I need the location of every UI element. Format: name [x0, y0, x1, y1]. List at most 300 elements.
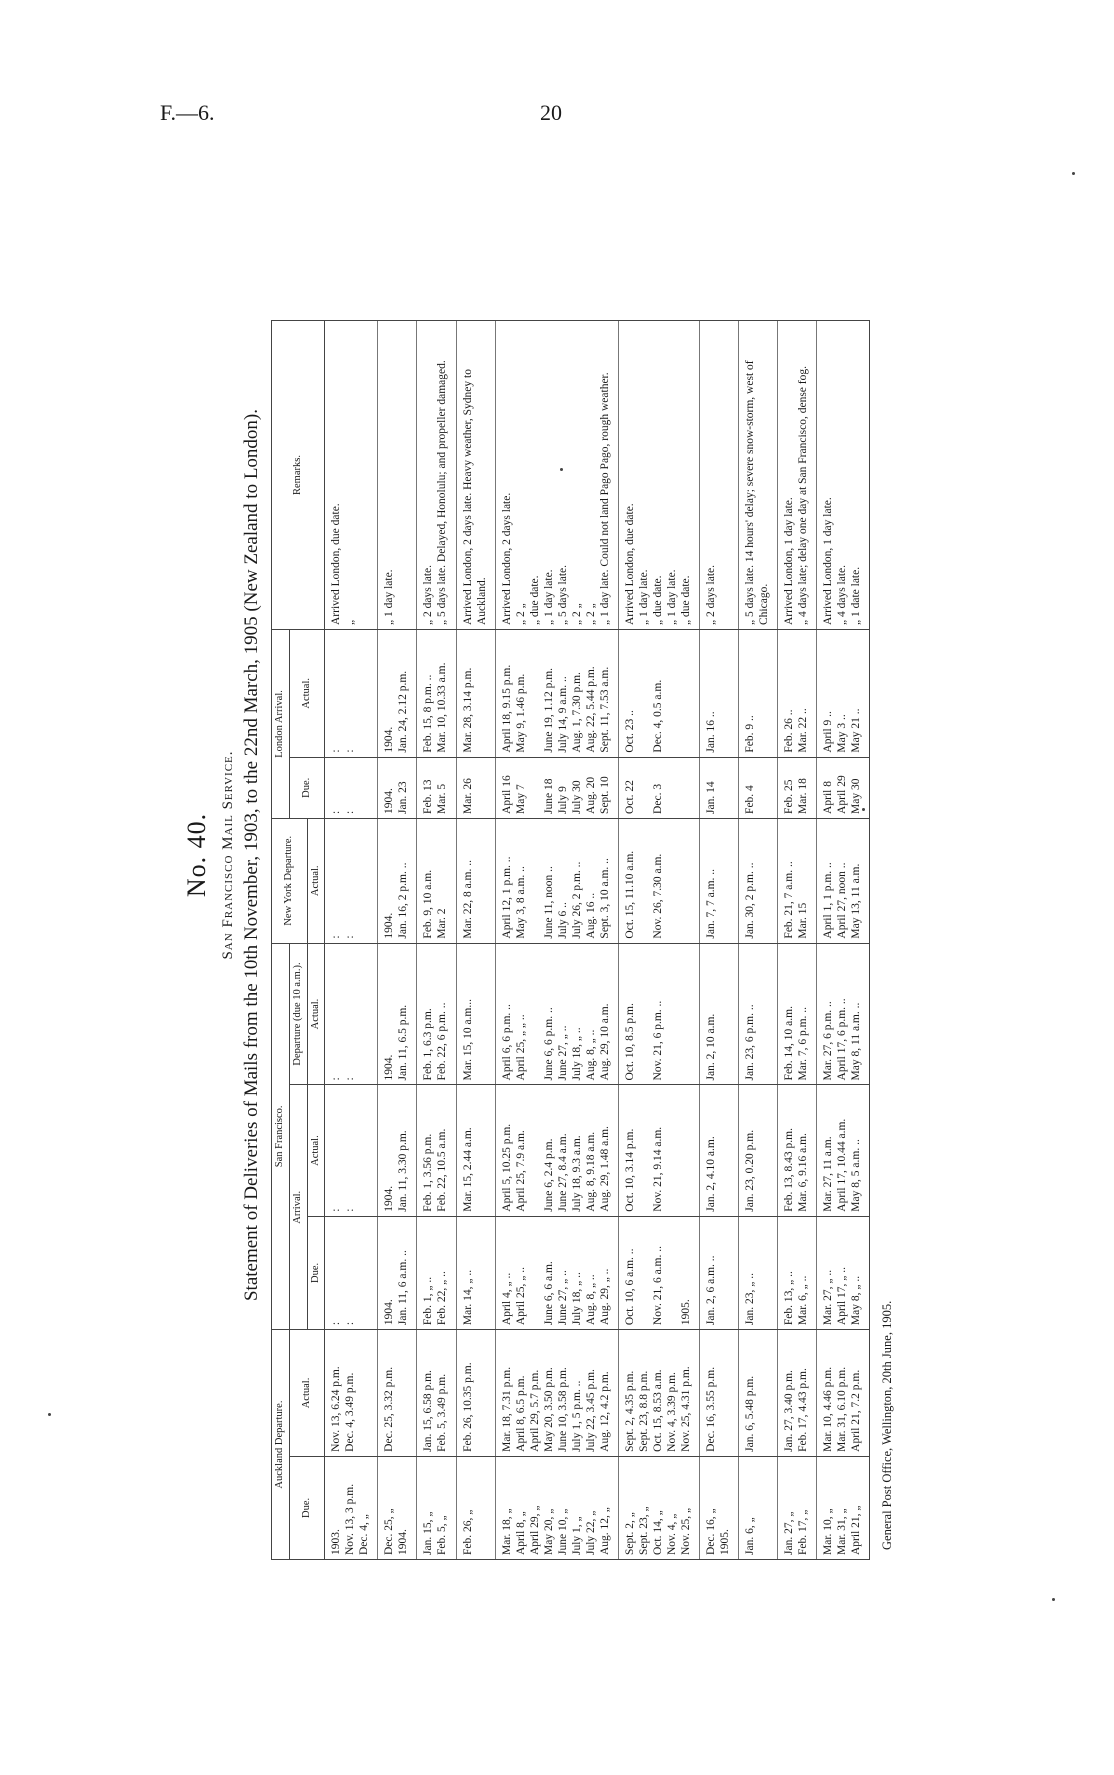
sf-arrival-header: Arrival. [289, 1085, 307, 1330]
cell-line: June 18 [542, 778, 555, 814]
cell-line: Sept. 10 [598, 776, 611, 814]
cell-line: „ 2 days late. [422, 564, 435, 625]
scan-speck [48, 1413, 51, 1416]
cell-line: Mar. 27, „ .. [821, 1269, 834, 1326]
cell-sf-due [325, 1216, 378, 1329]
cell-ny-dep [456, 818, 495, 943]
cell-line: April 8 [821, 781, 834, 814]
cell-line: Feb. 1, 3.56 p.m. [422, 1133, 435, 1212]
cell-line: Jan. 11, 3.30 p.m. [397, 1130, 410, 1212]
cell-sf-act [456, 1085, 495, 1216]
cell-line [637, 1221, 651, 1325]
cell-line: Jan. 15, 6.58 p.m. [422, 1370, 435, 1452]
cell-line: July 22, 3.45 p.m. [584, 1369, 597, 1452]
document-reference: F.—6. [160, 100, 215, 125]
cell-sf-due [618, 1216, 699, 1329]
cell-sf-due [816, 1216, 869, 1329]
cell-line: Mar. 22 .. [796, 708, 809, 753]
cell-line [528, 948, 542, 1081]
cell-line: Sept. 23, 8.8 p.m. [637, 1370, 650, 1452]
cell-line: Feb. 22, 10.5 a.m. [436, 1128, 449, 1212]
cell-sf-act [699, 1085, 738, 1216]
london-due-header: Due. [289, 757, 325, 818]
cell-line: Jan. 15, „ [422, 1511, 435, 1555]
cell-line: Aug. 12, 4.2 p.m. [598, 1371, 611, 1452]
cell-line: Mar. 14, „ .. [461, 1269, 474, 1326]
cell-line: Nov. 13, 3 p.m. [344, 1483, 357, 1555]
cell-auck-due [777, 1456, 816, 1559]
table-row [738, 321, 777, 1560]
cell-line: Aug. 8, „ .. [584, 1029, 597, 1081]
cell-line: „ 1 date late. [849, 566, 862, 625]
cell-line: Jan. 2, 10 a.m. [704, 1013, 717, 1081]
cell-line: Dec. 16, 3.55 p.m. [704, 1366, 717, 1452]
cell-line: April 25, „ .. [514, 1266, 527, 1326]
auckland-departure-header: Auckland Departure. [272, 1330, 290, 1560]
mail-deliveries-table [271, 320, 870, 1560]
cell-line: May 3 .. [835, 714, 848, 753]
cell-line: Sept. 23, „ [637, 1506, 650, 1555]
cell-line: Jan. 6, „ [743, 1517, 756, 1555]
cell-ny-dep [417, 818, 456, 943]
cell-line: Arrived London, due date. [623, 503, 636, 625]
cell-line: „ 2 „ [514, 603, 527, 625]
cell-line: Mar. 27, 11 a.m. [821, 1136, 834, 1212]
cell-remarks [816, 321, 869, 630]
cell-ldn-due [417, 757, 456, 818]
cell-line: Jan. 14 [704, 781, 717, 814]
table-row [495, 321, 618, 1560]
cell-line: Nov. 4, „ [665, 1513, 678, 1555]
cell-line: Mar. 10, 4.46 p.m. [821, 1366, 834, 1452]
cell-line: Feb. 13, „ .. [782, 1271, 795, 1326]
cell-sf-due [456, 1216, 495, 1329]
cell-line: April 27, noon .. [835, 862, 848, 939]
cell-line: Feb. 26 .. [782, 709, 795, 753]
cell-sf-dep [618, 943, 699, 1085]
cell-line: Jan. 23, 6 p.m. .. [743, 1004, 756, 1081]
cell-line: April 9 .. [821, 711, 834, 753]
cell-line: Mar. 18, 7.31 p.m. [500, 1366, 513, 1452]
cell-line: June 27, 8.4 a.m. [556, 1133, 569, 1212]
cell-line: April 18, 9.15 p.m. [500, 664, 513, 753]
cell-auck-due [699, 1456, 738, 1559]
cell-ldn-act [618, 630, 699, 758]
cell-line: Mar. 15, 10 a.m... [461, 999, 474, 1081]
cell-line: 1903. [330, 1529, 343, 1555]
cell-line: May 7 [514, 784, 527, 814]
cell-ldn-act [325, 630, 378, 758]
sf-departure-actual-header: Actual. [307, 943, 325, 1085]
cell-line: „ 1 day late. [665, 569, 678, 625]
cell-line: Jan. 30, 2 p.m. .. [743, 862, 756, 939]
cell-line: Oct. 10, 6 a.m. .. [623, 1248, 636, 1326]
cell-line: June 6, 6 a.m. [542, 1261, 555, 1326]
cell-line: „ due date. [651, 575, 664, 625]
cell-line: 1905. [679, 1299, 692, 1326]
cell-line: : [344, 1321, 357, 1326]
cell-line: „ due date. [528, 575, 541, 625]
cell-line: : [344, 749, 357, 753]
cell-ldn-due [699, 757, 738, 818]
london-actual-header: Actual. [289, 630, 325, 758]
cell-sf-due [738, 1216, 777, 1329]
cell-auck-due [417, 1456, 456, 1559]
cell-line: July 18, 9.3 a.m. [570, 1135, 583, 1212]
table-body [325, 321, 869, 1560]
cell-line: Jan. 7, 7 a.m. .. [704, 868, 717, 939]
cell-line: May 8, „ .. [849, 1275, 862, 1326]
cell-line: Oct. 10, 8.5 p.m. [623, 1003, 636, 1081]
cell-line: May 9, 1.46 p.m. [514, 673, 527, 753]
cell-remarks [456, 321, 495, 630]
san-francisco-header: San Francisco. [272, 943, 290, 1330]
table-row [417, 321, 456, 1560]
cell-ny-dep [618, 818, 699, 943]
cell-line: Feb. 26, „ [461, 1509, 474, 1555]
cell-line: July 18, „ .. [570, 1272, 583, 1326]
cell-line: Aug. 29, „ .. [598, 1268, 611, 1326]
cell-line: Arrived London, 1 day late. [782, 497, 795, 625]
cell-sf-dep [378, 943, 417, 1085]
cell-line: : [330, 1208, 343, 1212]
cell-ny-dep [495, 818, 618, 943]
scan-speck [1052, 1598, 1055, 1601]
cell-line: Mar. 31, 6.10 p.m. [835, 1366, 848, 1452]
table-row [456, 321, 495, 1560]
cell-line: April 17, 6 p.m. .. [835, 998, 848, 1081]
cell-line: April 25, „ „ .. [514, 1014, 527, 1081]
cell-line: Aug. 1, 7.30 p.m. [570, 672, 583, 753]
cell-line: Dec. 4, 0.5 a.m. [651, 679, 664, 753]
cell-line: April 21, „ [849, 1505, 862, 1555]
cell-sf-act [618, 1085, 699, 1216]
cell-line: May 20, „ [542, 1508, 555, 1555]
cell-line: Jan. 6, 5.48 p.m. [743, 1375, 756, 1452]
cell-sf-due [699, 1216, 738, 1329]
cell-line: Jan. 16 .. [704, 711, 717, 753]
cell-line: : [330, 749, 343, 753]
cell-line: Jan. 23 [397, 781, 410, 814]
cell-line: May 20, 3.50 p.m. [542, 1367, 555, 1452]
table-row [325, 321, 378, 1560]
cell-line: July 14, 9 a.m. .. [556, 676, 569, 753]
cell-line: Sept. 2, 4.35 p.m. [623, 1370, 636, 1452]
cell-sf-dep [495, 943, 618, 1085]
table-row [378, 321, 417, 1560]
cell-line: May 3, 8 a.m. .. [514, 866, 527, 939]
cell-line: „ [344, 619, 357, 625]
cell-remarks [325, 321, 378, 630]
cell-line: „ 1 day late. Could not land Pago Pago, rough weather. [598, 372, 611, 625]
footer-signature: General Post Office, Wellington, 20th June, 1905. [879, 1300, 894, 1550]
cell-line: Feb. 17, 4.43 p.m. [796, 1368, 809, 1452]
cell-line: June 10, „ [556, 1508, 569, 1555]
cell-line: Mar. 26 [461, 778, 474, 814]
cell-line [637, 762, 651, 814]
cell-line: 1904. [383, 1299, 396, 1326]
cell-ny-dep [699, 818, 738, 943]
cell-line: Oct. 23 .. [623, 710, 636, 753]
cell-line: Mar. 10, „ [821, 1508, 834, 1555]
cell-line: Dec. 4, 3.49 p.m. [344, 1372, 357, 1452]
cell-line: Jan. 11, 6 a.m. .. [397, 1250, 410, 1326]
cell-line: Feb. 1, „ .. [422, 1276, 435, 1326]
cell-line: Aug. 29, 1.48 a.m. [598, 1126, 611, 1212]
cell-line: May 30 [849, 778, 862, 814]
cell-ldn-due [495, 757, 618, 818]
cell-ldn-due [325, 757, 378, 818]
cell-line: Feb. 17, „ [796, 1509, 809, 1555]
cell-line: „ 1 day late. [637, 569, 650, 625]
cell-line: Feb. 26, 10.35 p.m. [461, 1362, 474, 1452]
statement-title: Statement of Deliveries of Mails from the 10th November, 1903, to the 22nd March, 1905 (New Zealand to London). [241, 408, 262, 1302]
cell-sf-due [378, 1216, 417, 1329]
cell-line: Arrived London, 2 days late. Heavy weather, Sydney to Auckland. [461, 369, 488, 625]
cell-line: April 6, 6 p.m. .. [500, 1004, 513, 1081]
document-number: No. 40. [182, 812, 211, 898]
cell-auck-due [816, 1456, 869, 1559]
cell-line: Jan. 23, 0.20 p.m. [743, 1129, 756, 1212]
cell-ldn-due [378, 757, 417, 818]
cell-line [637, 634, 651, 753]
cell-line: Feb. 9 .. [743, 715, 756, 753]
auckland-actual-header: Actual. [289, 1330, 325, 1457]
cell-line: April 12, 1 p.m. .. [500, 856, 513, 939]
cell-auck-act [738, 1330, 777, 1457]
cell-line: Aug. 20 [584, 776, 597, 814]
cell-line: Jan. 24, 2.12 p.m. [397, 670, 410, 753]
cell-line: April 17, 10.44 a.m. [835, 1118, 848, 1212]
cell-ny-dep [816, 818, 869, 943]
cell-sf-due [777, 1216, 816, 1329]
cell-line: 1904. [383, 788, 396, 814]
cell-line: Feb. 22, „ .. [436, 1271, 449, 1326]
cell-line: April 29, „ [528, 1505, 541, 1555]
cell-ny-dep [378, 818, 417, 943]
rotated-content [178, 150, 938, 1560]
cell-line: Mar. 28, 3.14 p.m. [461, 667, 474, 753]
cell-auck-act [699, 1330, 738, 1457]
cell-sf-act [816, 1085, 869, 1216]
cell-line: „ 2 „ [584, 603, 597, 625]
cell-ny-dep [738, 818, 777, 943]
cell-auck-act [456, 1330, 495, 1457]
cell-line: Mar. 7, 6 p.m. .. [796, 1006, 809, 1081]
cell-ldn-act [816, 630, 869, 758]
cell-line: Oct. 14, „ [651, 1510, 664, 1555]
cell-auck-act [417, 1330, 456, 1457]
cell-sf-act [325, 1085, 378, 1216]
cell-auck-act [325, 1330, 378, 1457]
cell-line: May 8, 11 a.m. .. [849, 1002, 862, 1081]
cell-sf-act [738, 1085, 777, 1216]
cell-auck-act [495, 1330, 618, 1457]
cell-line: „ 4 days late; delay one day at San Francisco, dense fog. [796, 366, 809, 625]
cell-line [637, 823, 651, 939]
cell-line: July 18, „ .. [570, 1027, 583, 1081]
cell-line: Arrived London, due date. [330, 503, 343, 625]
cell-line: Nov. 21, 9.14 a.m. [651, 1126, 664, 1212]
cell-sf-dep [699, 943, 738, 1085]
cell-line [528, 823, 542, 939]
cell-sf-act [495, 1085, 618, 1216]
cell-remarks [378, 321, 417, 630]
cell-line: Mar. 22, 8 a.m. .. [461, 860, 474, 939]
cell-line: Mar. 6, „ .. [796, 1275, 809, 1326]
cell-line: June 10, 3.58 p.m. [556, 1367, 569, 1452]
cell-line: Jan. 11, 6.5 p.m. [397, 1004, 410, 1081]
cell-auck-due [378, 1456, 417, 1559]
cell-line: Nov. 4, 3.39 p.m. [665, 1372, 678, 1452]
cell-line: April 29 [835, 775, 848, 814]
cell-line: April 8, „ [514, 1511, 527, 1555]
cell-ldn-act [738, 630, 777, 758]
cell-line: Aug. 29, 10 a.m. [598, 1003, 611, 1081]
cell-sf-due [495, 1216, 618, 1329]
cell-line: July 1, „ [570, 1516, 583, 1555]
cell-line: Feb. 9, 10 a.m. [422, 869, 435, 939]
cell-line: Feb. 5, 3.49 p.m. [436, 1373, 449, 1452]
cell-auck-due [618, 1456, 699, 1559]
cell-line: Nov. 25, 4.31 p.m. [679, 1366, 692, 1452]
cell-auck-due [325, 1456, 378, 1559]
cell-line: 1905. [718, 1529, 731, 1555]
table-row [699, 321, 738, 1560]
cell-line: May 21 .. [849, 708, 862, 753]
cell-sf-due [417, 1216, 456, 1329]
cell-line: July 26, 2 p.m. .. [570, 861, 583, 939]
cell-line: : [344, 1077, 357, 1081]
cell-line: Feb. 14, 10 a.m. [782, 1006, 795, 1081]
cell-sf-dep [738, 943, 777, 1085]
cell-ldn-act [378, 630, 417, 758]
cell-line: Nov. 13, 6.24 p.m. [330, 1366, 343, 1452]
cell-line: Oct. 10, 3.14 p.m. [623, 1128, 636, 1212]
cell-line: Aug. 16 .. [584, 892, 597, 939]
cell-sf-act [378, 1085, 417, 1216]
cell-line [637, 948, 651, 1081]
sf-arrival-actual-header: Actual. [307, 1085, 325, 1216]
cell-ldn-due [456, 757, 495, 818]
cell-ldn-act [495, 630, 618, 758]
london-arrival-header: London Arrival. [272, 630, 290, 819]
cell-sf-dep [456, 943, 495, 1085]
cell-line [528, 1221, 542, 1325]
cell-line: Sept. 3, 10 a.m. .. [598, 858, 611, 939]
cell-line: Feb. 4 [743, 785, 756, 814]
cell-line [528, 634, 542, 753]
cell-line: Mar. 5 [436, 783, 449, 814]
cell-line: : [330, 1321, 343, 1326]
cell-auck-act [777, 1330, 816, 1457]
cell-remarks [495, 321, 618, 630]
cell-line: Jan. 16, 2 p.m. .. [397, 862, 410, 939]
cell-line: April 1, 1 p.m. .. [821, 862, 834, 939]
cell-line: Mar. 10, 10.33 a.m. [436, 662, 449, 753]
cell-line: Nov. 26, 7.30 a.m. [651, 853, 664, 939]
cell-ldn-due [777, 757, 816, 818]
cell-line: May 13, 11 a.m. [849, 863, 862, 939]
cell-sf-act [777, 1085, 816, 1216]
cell-line: : [344, 810, 357, 814]
cell-line: Feb. 13, 8.43 p.m. [782, 1127, 795, 1212]
cell-line [665, 1221, 679, 1325]
cell-auck-due [495, 1456, 618, 1559]
cell-line: Dec. 25, 3.32 p.m. [383, 1366, 396, 1452]
cell-line: April 5, 10.25 p.m. [500, 1123, 513, 1212]
sf-departure-header: Departure (due 10 a.m.). [289, 943, 307, 1085]
cell-line: Oct. 22 [623, 780, 636, 814]
cell-line: June 27, „ .. [556, 1270, 569, 1326]
cell-line: 1904. [383, 726, 396, 753]
cell-line: June 27, „ .. [556, 1025, 569, 1081]
cell-ny-dep [777, 818, 816, 943]
table-row [618, 321, 699, 1560]
cell-line: Feb. 22, 6 p.m. .. [436, 1002, 449, 1081]
cell-line: Feb. 15, 8 p.m. .. [422, 674, 435, 753]
cell-line: : [330, 1077, 343, 1081]
cell-line: 1904. [397, 1529, 410, 1555]
cell-line: „ 5 days late. 14 hours' delay; severe snow-storm, west of Chicago. [743, 360, 770, 625]
cell-line: : [330, 810, 343, 814]
cell-line: Mar. 27, 6 p.m. .. [821, 1001, 834, 1081]
cell-line: Jan. 2, 6 a.m. .. [704, 1255, 717, 1326]
cell-line: Feb. 13 [422, 779, 435, 814]
cell-line: July 6 .. [556, 902, 569, 939]
cell-ldn-due [618, 757, 699, 818]
cell-line: Mar. 15 [796, 902, 809, 939]
cell-line: Mar. 15, 2.44 a.m. [461, 1127, 474, 1212]
cell-line: July 9 [556, 786, 569, 814]
cell-sf-act [417, 1085, 456, 1216]
cell-auck-act [378, 1330, 417, 1457]
cell-line: June 6, 2.4 p.m. [542, 1138, 555, 1212]
cell-line: Sept. 11, 7.53 a.m. [598, 666, 611, 753]
cell-auck-due [456, 1456, 495, 1559]
cell-line: July 30 [570, 780, 583, 814]
cell-line: „ 5 days late. Delayed, Honolulu; and propeller damaged. [436, 360, 449, 625]
cell-ny-dep [325, 818, 378, 943]
cell-line: : [344, 935, 357, 939]
cell-sf-dep [777, 943, 816, 1085]
cell-line: „ 1 day late. [383, 569, 396, 625]
table-row [777, 321, 816, 1560]
cell-line: Arrived London, 1 day late. [821, 497, 834, 625]
cell-line: July 22, „ [584, 1510, 597, 1555]
cell-line: July 1, 5 p.m. .. [570, 1380, 583, 1452]
cell-line: April 16 [500, 775, 513, 814]
table-row [816, 321, 869, 1560]
cell-line: April 8, 6.5 p.m. [514, 1375, 527, 1452]
cell-line: April 21, 7.2 p.m. [849, 1369, 862, 1452]
cell-ldn-act [417, 630, 456, 758]
cell-line: Mar. 18, „ [500, 1508, 513, 1555]
cell-line: : [344, 1208, 357, 1212]
cell-line: Arrived London, 2 days late. [500, 492, 513, 625]
cell-ldn-act [699, 630, 738, 758]
cell-line: „ 2 days late. [704, 564, 717, 625]
cell-line: Jan. 23, „ .. [743, 1273, 756, 1326]
cell-line [528, 1089, 542, 1211]
new-york-actual-header: Actual. [307, 818, 325, 943]
cell-line [637, 1089, 651, 1211]
scan-speck [862, 808, 865, 811]
cell-line: Dec. 16, „ [704, 1508, 717, 1555]
auckland-due-header: Due. [289, 1456, 325, 1559]
cell-line: June 6, 6 p.m. .. [542, 1007, 555, 1081]
cell-ldn-act [456, 630, 495, 758]
